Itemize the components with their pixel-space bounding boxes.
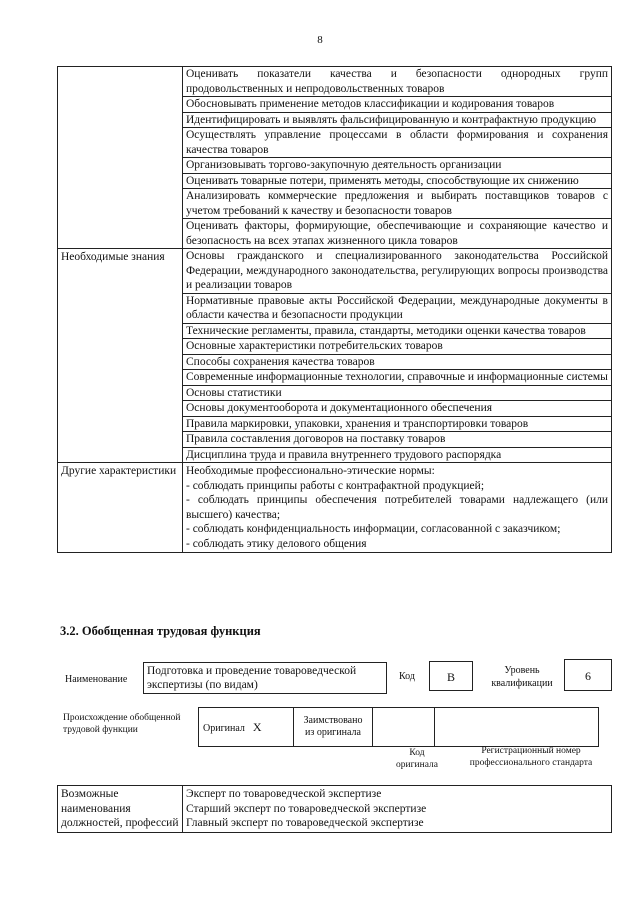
table-row: [58, 249, 612, 294]
skill-item: Оценивать факторы, формирующие, обеспечивающие и сохраняющие качество и безопасность на всех этапах жизненного цикла товаров: [183, 219, 612, 249]
original-code-cell: [373, 708, 435, 747]
skill-item: Обосновывать применение методов классификации и кодирования товаров: [183, 97, 612, 113]
knowledge-item: Современные информационные технологии, справочные и информационные системы: [183, 370, 612, 386]
knowledge-item: Основные характеристики потребительских товаров: [183, 339, 612, 355]
other-content: [183, 463, 612, 553]
skill-item: Идентифицировать и выявлять фальсифицированную и контрафактную продукцию: [183, 112, 612, 128]
origin-table: [198, 707, 599, 747]
original-cell: [199, 708, 294, 747]
job-titles-label: Возможные наименования должностей, профессий: [58, 786, 183, 833]
knowledge-item: Технические регламенты, правила, стандарты, методики оценки качества товаров: [183, 323, 612, 339]
section-title: 3.2. Обобщенная трудовая функция: [60, 624, 261, 638]
other-line: - соблюдать этику делового общения: [186, 537, 367, 550]
skills-label-cell: [58, 67, 183, 249]
skill-item: Осуществлять управление процессами в области формирования и сохранения качества товаров: [183, 128, 612, 158]
other-line: - соблюдать конфиденциальность информации, согласованной с заказчиком;: [186, 523, 561, 535]
registration-number-cell: [435, 708, 599, 747]
other-label: Другие характеристики: [58, 463, 183, 553]
table-row: [58, 786, 612, 833]
other-line: - соблюдать принципы обеспечения потребителей товарами надлежащего (или высшего) качества;: [186, 494, 608, 521]
skill-item: Организовывать торгово-закупочную деятельность организации: [183, 158, 612, 174]
knowledge-item: Основы гражданского и специализированного законодательства Российской Федерации, международного законодательства, регулирующих вопросы производства и реализации товаров: [183, 249, 612, 294]
page-number: 8: [317, 34, 323, 46]
knowledge-item: Способы сохранения качества товаров: [183, 354, 612, 370]
competency-table: [57, 66, 612, 553]
knowledge-item: Правила составления договоров на поставку товаров: [183, 432, 612, 448]
other-line: Необходимые профессионально-этические нормы:: [186, 465, 435, 477]
origin-label: Происхождение обобщенной трудовой функции: [63, 713, 181, 735]
original-code-caption: Код оригинала: [396, 748, 438, 770]
skill-item: Анализировать коммерческие предложения и выбирать поставщиков товаров с учетом требований к качеству и безопасности товаров: [183, 189, 612, 219]
level-field: 6: [564, 659, 612, 691]
job-title-item: Эксперт по товароведческой экспертизе: [186, 788, 382, 800]
original-mark: X: [252, 719, 262, 734]
code-label: Код: [399, 671, 415, 682]
knowledge-item: Дисциплина труда и правила внутреннего трудового распорядка: [183, 447, 612, 463]
table-row: [58, 67, 612, 97]
original-label: Оригинал: [203, 722, 245, 734]
job-titles-content: [183, 786, 612, 833]
function-name-field: Подготовка и проведение товароведческой экспертизы (по видам): [143, 662, 387, 694]
registration-number-caption: Регистрационный номер профессионального стандарта: [469, 746, 593, 768]
table-row: [58, 463, 612, 553]
knowledge-item: Нормативные правовые акты Российской Федерации, международные документы в области качества и безопасности продукции: [183, 293, 612, 323]
knowledge-item: Основы документооборота и документационного обеспечения: [183, 401, 612, 417]
knowledge-item: Правила маркировки, упаковки, хранения и транспортировки товаров: [183, 416, 612, 432]
table-row: [199, 708, 599, 747]
level-label: Уровень квалификации: [491, 665, 553, 689]
knowledge-label: Необходимые знания: [58, 249, 183, 463]
job-title-item: Старший эксперт по товароведческой экспертизе: [186, 802, 427, 815]
skill-item: Оценивать показатели качества и безопасности однородных групп продовольственных и непродовольственных товаров: [183, 67, 612, 97]
name-label: Наименование: [65, 674, 128, 685]
knowledge-item: Основы статистики: [183, 385, 612, 401]
other-line: - соблюдать принципы работы с контрафактной продукцией;: [186, 479, 485, 492]
job-titles-table: [57, 785, 612, 833]
skill-item: Оценивать товарные потери, применять методы, способствующие их снижению: [183, 173, 612, 189]
job-title-item: Главный эксперт по товароведческой экспертизе: [186, 817, 424, 829]
code-field: B: [429, 661, 473, 691]
borrowed-label: Заимствовано из оригинала: [294, 708, 373, 747]
